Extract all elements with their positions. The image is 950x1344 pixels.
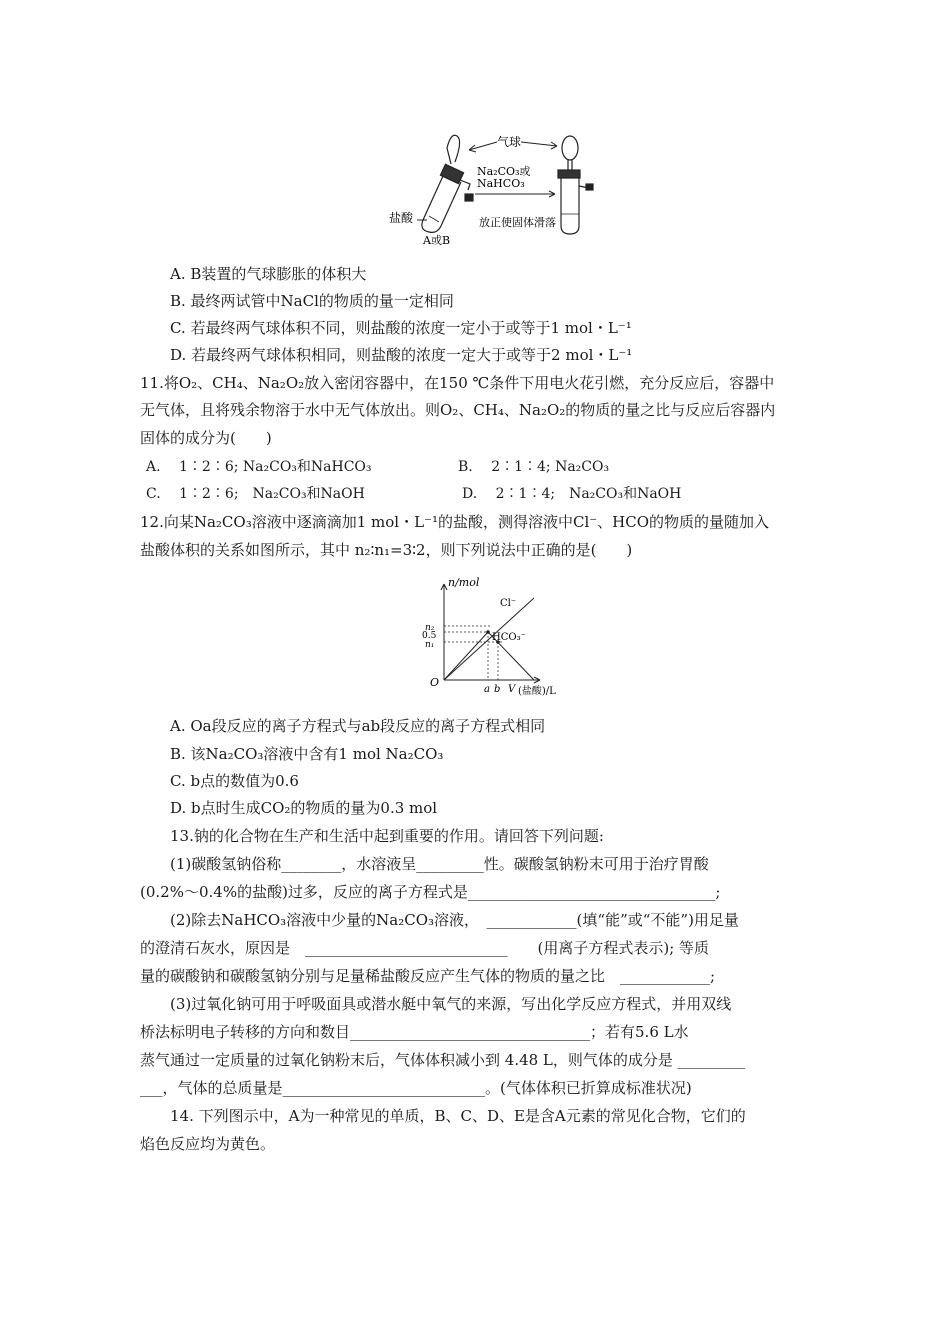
q12-option-a: A. Oa段反应的离子方程式与ab段反应的离子方程式相同 bbox=[170, 717, 546, 735]
x-axis-label: (盐酸)/L bbox=[518, 686, 556, 697]
q13-part3-line1: (3)过氧化钠可用于呼吸面具或潜水艇中氧气的来源，写出化学反应方程式，并用双线 bbox=[170, 995, 732, 1013]
q10-option-c: C. 若最终两气球体积不同，则盐酸的浓度一定小于或等于1 mol・L⁻¹ bbox=[170, 319, 632, 337]
q11-option-b: B. 2∶1∶4; Na₂CO₃ bbox=[458, 459, 610, 475]
action-label: 放正使固体滑落 bbox=[479, 216, 556, 229]
q11-option-a: A. 1∶2∶6; Na₂CO₃和NaHCO₃ bbox=[146, 459, 372, 475]
acid-label: 盐酸 bbox=[389, 211, 414, 225]
q11-option-c: C. 1∶2∶6; Na₂CO₃和NaOH bbox=[146, 486, 365, 502]
q11-stem-line1: 11.将O₂、CH₄、Na₂O₂放入密闭容器中，在150 ℃条件下用电火花引燃，充分反应后，容器中 bbox=[140, 374, 775, 392]
apparatus-figure bbox=[385, 128, 605, 246]
q12-stem-line2: 盐酸体积的关系如图所示，其中 n₂∶n₁=3∶2，则下列说法中正确的是( ) bbox=[140, 541, 633, 559]
q13-part1-line2: (0.2%～0.4%的盐酸)过多，反应的离子方程式是_________________________________; bbox=[140, 883, 721, 901]
y-tick-05: 0.5 bbox=[422, 631, 437, 641]
q10-option-d: D. 若最终两气球体积相同，则盐酸的浓度一定大于或等于2 mol・L⁻¹ bbox=[170, 346, 633, 364]
hco3-rise-line bbox=[444, 632, 488, 680]
q13-part3-line2: 桥法标明电子转移的方向和数目________________________________；若有5.6 L水 bbox=[140, 1023, 689, 1041]
x-tick-a: a bbox=[484, 684, 490, 695]
hco3-series-label: HCO₃⁻ bbox=[492, 632, 526, 643]
y-tick-n1: n₁ bbox=[425, 640, 435, 650]
q12-option-b: B. 该Na₂CO₃溶液中含有1 mol Na₂CO₃ bbox=[170, 745, 444, 763]
q12-option-c: C. b点的数值为0.6 bbox=[170, 772, 299, 790]
q12-option-d: D. b点时生成CO₂的物质的量为0.3 mol bbox=[170, 799, 438, 817]
origin-label: O bbox=[430, 676, 440, 689]
tilted-test-tube bbox=[422, 135, 473, 232]
upright-test-tube bbox=[558, 136, 593, 234]
q13-part3-line3: 蒸气通过一定质量的过氧化钠粉末后，气体体积减小到 4.48 L，则气体的成分是 _________ bbox=[140, 1051, 746, 1069]
q11-option-d: D. 2∶1∶4; Na₂CO₃和NaOH bbox=[462, 486, 682, 502]
q13-part2-line1: (2)除去NaHCO₃溶液中少量的Na₂CO₃溶液， ____________(填“能”或“不能”)用足量 bbox=[170, 911, 739, 929]
q14-stem-line2: 焰色反应均为黄色。 bbox=[140, 1135, 276, 1153]
balloon-label: 气球 bbox=[497, 135, 522, 149]
q10-option-b: B. 最终两试管中NaCl的物质的量一定相同 bbox=[170, 292, 454, 310]
y-tick-n2: n₂ bbox=[425, 623, 435, 633]
ion-amount-chart bbox=[422, 576, 582, 700]
q13-part1-line1: (1)碳酸氢钠俗称________，水溶液呈_________性。碳酸氢钠粉末可用于治疗胃酸 bbox=[170, 855, 709, 873]
q12-stem-line1: 12.向某Na₂CO₃溶液中逐滴滴加1 mol・L⁻¹的盐酸，测得溶液中Cl⁻、HCO的物质的量随加入 bbox=[140, 513, 770, 531]
q13-stem: 13.钠的化合物在生产和生活中起到重要的作用。请回答下列问题: bbox=[170, 827, 604, 845]
salt-label-2: NaHCO₃ bbox=[477, 177, 525, 190]
cl-series-label: Cl⁻ bbox=[500, 598, 517, 609]
q13-part2-line3: 量的碳酸钠和碳酸氢钠分别与足量稀盐酸反应产生气体的物质的量之比 ____________; bbox=[140, 967, 716, 985]
q10-option-a: A. B装置的气球膨胀的体积大 bbox=[170, 265, 367, 283]
x-tick-v: V bbox=[508, 684, 516, 695]
salt-label-1: Na₂CO₃或 bbox=[477, 165, 531, 178]
tube-label: A或B bbox=[423, 234, 451, 246]
q13-part3-line4: ___，气体的总质量是___________________________。(气体体积已折算成标准状况) bbox=[140, 1079, 692, 1097]
q11-stem-line2: 无气体，且将残余物溶于水中无气体放出。则O₂、CH₄、Na₂O₂的物质的量之比与反应后容器内 bbox=[140, 401, 776, 419]
x-tick-b: b bbox=[494, 684, 501, 695]
y-axis-label: n/mol bbox=[448, 576, 480, 589]
q13-part2-line2: 的澄清石灰水，原因是 ___________________________ (用离子方程式表示); 等质 bbox=[140, 939, 710, 957]
q14-stem-line1: 14. 下列图示中，A为一种常见的单质，B、C、D、E是含A元素的常见化合物，它们的 bbox=[170, 1107, 746, 1125]
q11-stem-line3: 固体的成分为( ) bbox=[140, 429, 272, 447]
